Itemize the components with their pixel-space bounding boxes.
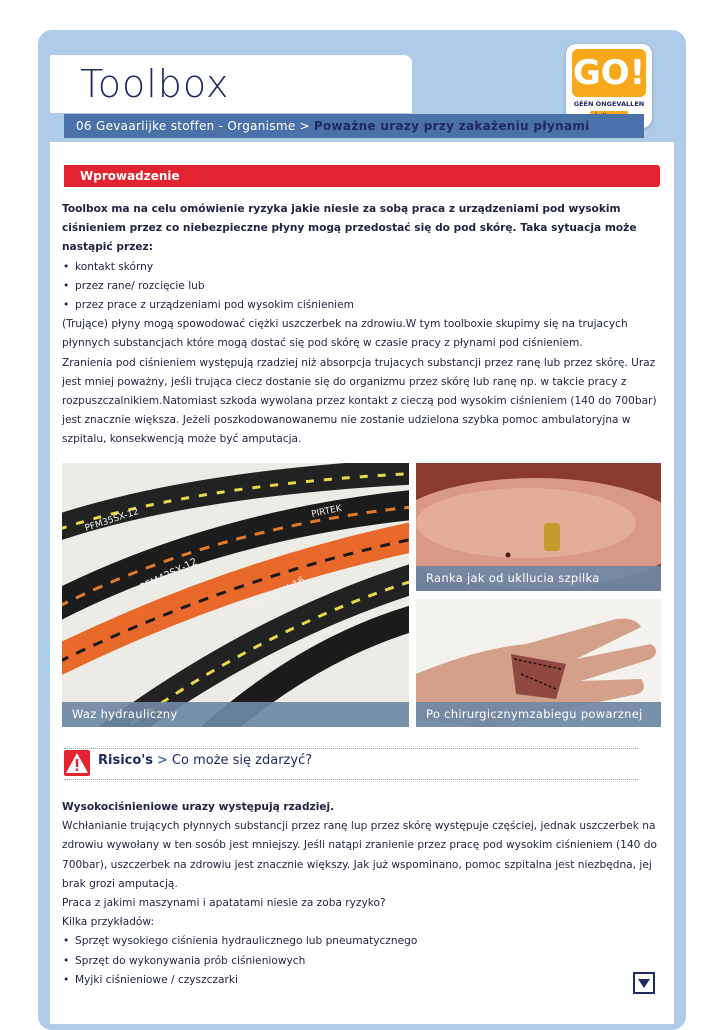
risks-heading: [98, 753, 312, 768]
list-item: • Sprzęt wysokiego ciśnienia hydraulicznego lub pneumatycznego: [62, 932, 662, 951]
hose-caption: Waz hydrauliczny: [62, 702, 409, 727]
divider: [64, 779, 638, 780]
surgery-photo: [416, 599, 661, 727]
surgery-caption: Po chirurgicznymzabiegu powarznej: [416, 702, 661, 727]
risks-lead: Wysokociśnieniowe urazy występują rzadziej.: [62, 801, 335, 813]
logo-tagline: GÉÉN ONGEVALLEN: [573, 100, 645, 108]
list-item: • Myjki ciśnieniowe / czyszczarki: [62, 971, 662, 990]
next-page-button[interactable]: [633, 972, 655, 994]
intro-list: [62, 258, 662, 316]
triangle-down-icon: [635, 974, 653, 992]
risks-subtitle: Co może się zdarzyć?: [171, 753, 313, 768]
hose-image: [62, 463, 409, 727]
risks-list: [62, 932, 662, 990]
divider: [64, 748, 638, 749]
list-item: • przez prace z urządzeniami pod wysokim ciśnieniem: [62, 296, 662, 315]
hose-label: PIRTEK: [310, 503, 343, 520]
page-title: Toolbox: [80, 62, 230, 106]
hose-label: PFM35SX-16: [248, 574, 308, 616]
intro-lead: Toolbox ma na celu omówienie ryzyka jakie niesie za sobą praca z urządzeniami pod wysokim ciśnieniem przez co niebezpieczne płyny mogą przedostać się do pod skórę. Taka sytuacja może nastąpić przez:: [62, 203, 637, 254]
hose-photo: [62, 463, 409, 727]
risks-separator: >: [157, 753, 168, 768]
risks-paragraph: Wchłanianie trujących płynnych substancji przez ranę lup przez skórę występuje częściej, jednak uszczerbek na zdrowiu wywołany w ten sosób jest mniejszy. Jeśli natąpi zranienie przez pracę pod wysokim ciśnieniem (140 do 700bar), uszczerbek na zdrowiu jest znacznie większy. Jak już wspominano, pomoc szpitalna jest niezbędna, jej brak grozi amputacją.: [62, 820, 657, 890]
hose-label: PFM42SX-12: [138, 556, 200, 594]
list-item: • kontakt skórny: [62, 258, 662, 277]
intro-text: [62, 200, 662, 450]
section-heading-intro: Wprowadzenie: [64, 165, 660, 187]
risks-text: [62, 798, 662, 990]
risks-paragraph: Praca z jakimi maszynami i apatatami niesie za zoba ryzyko?: [62, 897, 386, 910]
breadcrumb-current: Poważne urazy przy zakażeniu płynami: [313, 119, 590, 133]
risks-title: Risico's: [98, 753, 154, 768]
list-item: • Sprzęt do wykonywania prób ciśnieniowych: [62, 952, 662, 971]
intro-paragraph: Zranienia pod ciśnieniem występują rzadziej niż absorpcja trujacych substancji przez ranę lub przez skórę. Uraz jest mniej poważny, jeśli trująca ciecz dostanie się do organizmu przez skórę lub ranę np. w takcie pracy z rozpuszczalnikiem.Natomiast szkoda wywolana przez kontakt z cieczą pod wysokim ciśnieniem (140 do 700bar) jest znacznie większa. Jeżeli poszkodowanowanemu nie zostanie udzielona szybka pomoc ambulatoryjna w szpitalu, konsekwencją może być amputacja.: [62, 356, 657, 446]
logo-mark: GO!: [572, 49, 646, 97]
pin-wound-photo: [416, 463, 661, 591]
list-item: • przez rane/ rozcięcie lub: [62, 277, 662, 296]
breadcrumb: [64, 114, 644, 138]
breadcrumb-parent[interactable]: 06 Gevaarlijke stoffen - Organisme: [76, 119, 296, 133]
breadcrumb-separator: >: [299, 119, 310, 133]
intro-paragraph: (Trujące) płyny mogą spowodować ciężki uszczerbek na zdrowiu.W tym toolboxie skupimy się na trujacych płynnych substancjach które mogą dostać się pod skórę w czasie pracy z płynami pod ciśnieniem.: [62, 318, 628, 350]
hose-label: PFM35SX-12: [83, 507, 141, 534]
risks-paragraph: Kilka przykładów:: [62, 916, 155, 929]
pin-wound-caption: Ranka jak od ukllucia szpilka: [416, 566, 661, 591]
warning-icon: [64, 750, 90, 776]
